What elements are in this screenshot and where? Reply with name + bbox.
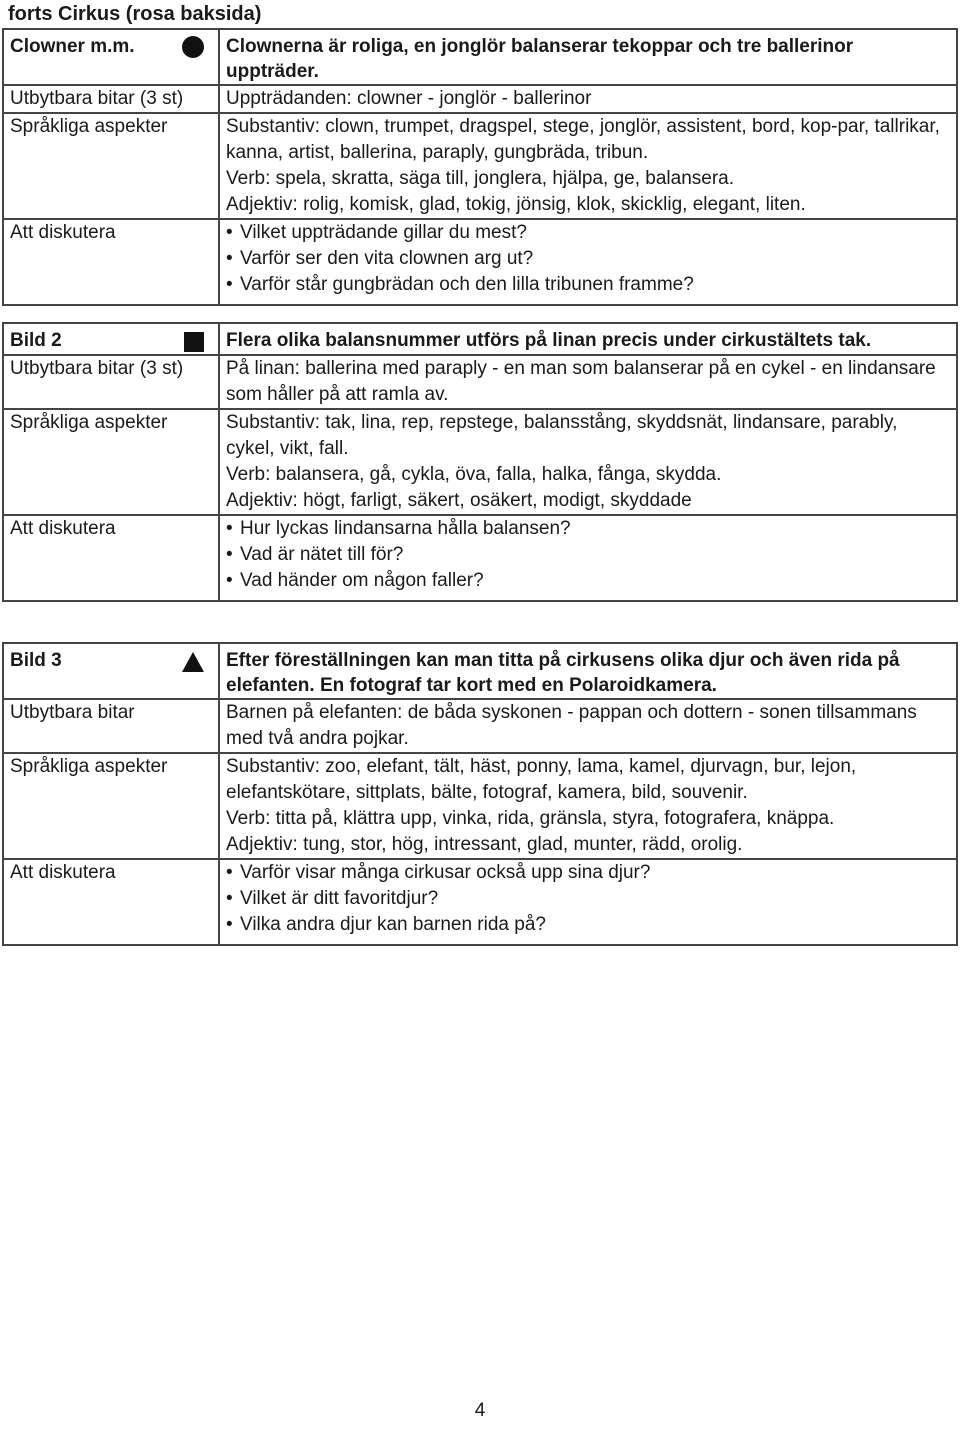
list-item: • Hur lyckas lindansarna hålla balansen? (226, 516, 950, 542)
section-heading-row (3, 29, 957, 85)
row-label: Språkliga aspekter (3, 409, 219, 515)
adjectives-line: Adjektiv: högt, farligt, säkert, osäkert, modigt, skyddade (226, 490, 692, 511)
adjectives-line: Adjektiv: tung, stor, hög, intressant, glad, munter, rädd, orolig. (226, 834, 743, 855)
section-table-bild-2 (2, 322, 958, 602)
adjectives-line: Adjektiv: rolig, komisk, glad, tokig, jönsig, klok, skicklig, elegant, liten. (226, 194, 806, 215)
section-table-bild-3 (2, 642, 958, 946)
square-icon (184, 332, 204, 352)
page-title: forts Cirkus (rosa baksida) (8, 3, 262, 25)
list-item: • Vad händer om någon faller? (226, 568, 950, 594)
discussion-list (226, 860, 950, 938)
verbs-line: Verb: titta på, klättra upp, vinka, rida, gränsla, styra, fotografera, knäppa. (226, 808, 835, 829)
list-item: • Vilket uppträdande gillar du mest? (226, 220, 950, 246)
row-att-diskutera (3, 859, 957, 945)
section-heading-row (3, 323, 957, 355)
triangle-icon (182, 652, 204, 672)
list-item: • Vilket är ditt favoritdjur? (226, 886, 950, 912)
row-content: På linan: ballerina med paraply - en man som balanserar på en cykel - en lindansare som håller på att ramla av. (219, 355, 957, 409)
section-heading: Clownerna är roliga, en jonglör balanserar tekoppar och tre ballerinor uppträder. (219, 29, 957, 85)
row-sprakliga-aspekter (3, 409, 957, 515)
row-content (219, 113, 957, 219)
row-label: Utbytbara bitar (3, 699, 219, 753)
row-sprakliga-aspekter (3, 113, 957, 219)
row-content (219, 753, 957, 859)
section-label-cell (3, 29, 219, 85)
row-content (219, 515, 957, 601)
row-utbytbara-bitar (3, 355, 957, 409)
row-content (219, 859, 957, 945)
row-content (219, 219, 957, 305)
list-item: • Varför står gungbrädan och den lilla tribunen framme? (226, 272, 950, 298)
row-att-diskutera (3, 219, 957, 305)
list-item: • Varför ser den vita clownen arg ut? (226, 246, 950, 272)
list-item: • Varför visar många cirkusar också upp sina djur? (226, 860, 950, 886)
section-label-cell (3, 323, 219, 355)
nouns-line: Substantiv: clown, trumpet, dragspel, stege, jonglör, assistent, bord, kop-par, tallrikar, kanna, artist, ballerina, paraply, gungbräda, tribun. (226, 116, 940, 163)
list-item: • Vad är nätet till för? (226, 542, 950, 568)
nouns-line: Substantiv: tak, lina, rep, repstege, balansstång, skyddsnät, lindansare, parably, cykel, vikt, fall. (226, 412, 898, 459)
section-heading: Efter föreställningen kan man titta på cirkusens olika djur och även rida på elefanten. En fotograf tar kort med en Polaroidkamera. (219, 643, 957, 699)
list-item: • Vilka andra djur kan barnen rida på? (226, 912, 950, 938)
row-label: Att diskutera (3, 859, 219, 945)
verbs-line: Verb: spela, skratta, säga till, jonglera, hjälpa, ge, balansera. (226, 168, 735, 189)
section-label-cell (3, 643, 219, 699)
section-label: Bild 3 (10, 650, 62, 671)
section-heading: Flera olika balansnummer utförs på linan precis under cirkustältets tak. (219, 323, 957, 355)
page-number: 4 (474, 1400, 486, 1421)
row-label: Att diskutera (3, 515, 219, 601)
row-content (219, 409, 957, 515)
row-label: Språkliga aspekter (3, 753, 219, 859)
section-heading-row (3, 643, 957, 699)
row-label: Utbytbara bitar (3 st) (3, 355, 219, 409)
discussion-list (226, 516, 950, 594)
section-label: Clowner m.m. (10, 36, 135, 57)
row-sprakliga-aspekter (3, 753, 957, 859)
row-label: Utbytbara bitar (3 st) (3, 85, 219, 113)
section-table-clowner (2, 28, 958, 306)
circle-icon (182, 36, 204, 58)
row-label: Att diskutera (3, 219, 219, 305)
row-att-diskutera (3, 515, 957, 601)
row-utbytbara-bitar (3, 85, 957, 113)
row-utbytbara-bitar (3, 699, 957, 753)
row-content: Uppträdanden: clowner - jonglör - ballerinor (219, 85, 957, 113)
discussion-list (226, 220, 950, 298)
section-label: Bild 2 (10, 330, 62, 351)
nouns-line: Substantiv: zoo, elefant, tält, häst, ponny, lama, kamel, djurvagn, bur, lejon, elefantskötare, sittplats, bälte, fotograf, kamera, bild, souvenir. (226, 756, 857, 803)
row-content: Barnen på elefanten: de båda syskonen - pappan och dottern - sonen tillsammans med två andra pojkar. (219, 699, 957, 753)
verbs-line: Verb: balansera, gå, cykla, öva, falla, halka, fånga, skydda. (226, 464, 722, 485)
row-label: Språkliga aspekter (3, 113, 219, 219)
